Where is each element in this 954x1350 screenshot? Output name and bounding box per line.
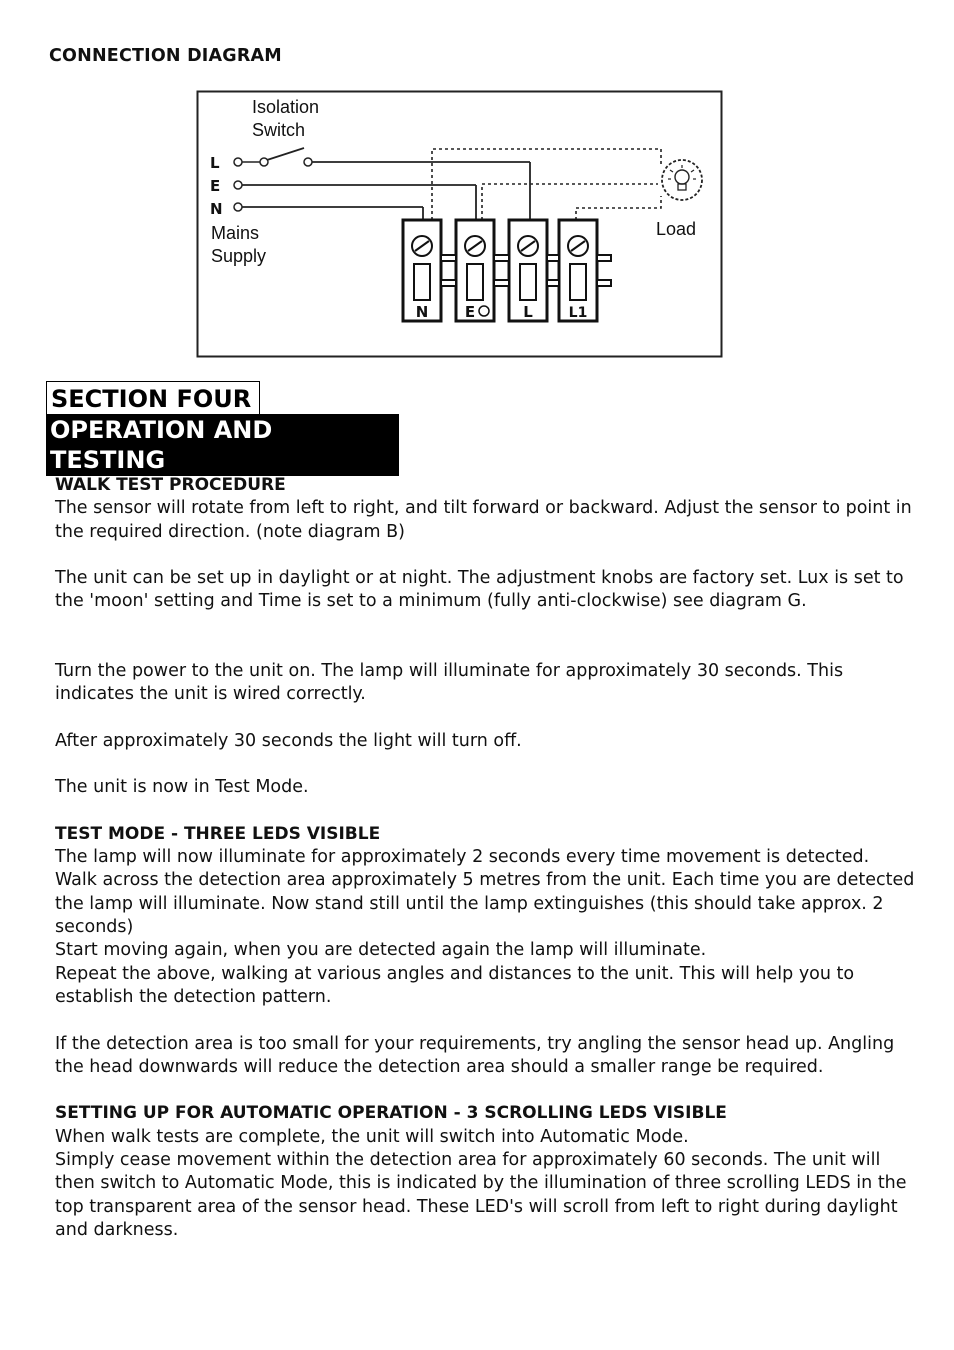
automatic-operation-heading: SETTING UP FOR AUTOMATIC OPERATION - 3 SCROLLING LEDS VISIBLE xyxy=(55,1103,727,1124)
automatic-paragraph-1: When walk tests are complete, the unit will switch into Automatic Mode. xyxy=(55,1126,689,1147)
test-mode-paragraph-2: Start moving again, when you are detected again the lamp will illuminate. xyxy=(55,940,707,961)
terminal-label-l1: L1 xyxy=(568,305,588,321)
mains-supply-label-1: Mains xyxy=(211,223,260,243)
terminal-label-e: E xyxy=(464,303,476,321)
walk-test-heading: WALK TEST PROCEDURE xyxy=(55,475,286,495)
test-mode-heading: TEST MODE - THREE LEDS VISIBLE xyxy=(55,823,381,844)
walk-test-paragraph-5: The unit is now in Test Mode. xyxy=(55,777,309,798)
terminal-label-n: N xyxy=(415,303,429,321)
section-title xyxy=(46,381,399,476)
line-letter-l: L xyxy=(210,154,220,172)
connection-diagram xyxy=(196,90,723,358)
walk-test-paragraph-3: Turn the power to the unit on. The lamp will illuminate for approximately 30 seconds. This indicates the unit is wired correctly. xyxy=(55,660,844,705)
instructions-body xyxy=(55,474,915,1242)
automatic-paragraph-2: Simply cease movement within the detection area for approximately 60 seconds. The unit will then switch to Automatic Mode, this is indicated by the illumination of three scrolling LEDS in the top transparent area of the sensor head. These LED's will scroll from left to right during daylight and darkness. xyxy=(55,1150,907,1240)
terminal-label-l: L xyxy=(523,303,533,321)
isolation-switch-label-2: Switch xyxy=(252,120,306,140)
line-letter-e: E xyxy=(210,177,221,195)
connection-diagram-heading: CONNECTION DIAGRAM xyxy=(49,46,282,66)
mains-supply-label-2: Supply xyxy=(211,246,267,266)
walk-test-paragraph-4: After approximately 30 seconds the light will turn off. xyxy=(55,730,522,751)
load-label: Load xyxy=(656,219,697,239)
test-mode-paragraph-3: Repeat the above, walking at various angles and distances to the unit. This will help you to establish the detection pattern. xyxy=(55,963,855,1007)
line-letter-n: N xyxy=(210,200,223,218)
isolation-switch-label-1: Isolation xyxy=(252,97,320,117)
section-heading: OPERATION AND TESTING xyxy=(46,414,399,476)
test-mode-paragraph-4: If the detection area is too small for your requirements, try angling the sensor head up. Angling the head downwards will reduce the detection area should a smaller range be required. xyxy=(55,1033,895,1077)
walk-test-paragraph-1: The sensor will rotate from left to right, and tilt forward or backward. Adjust the sensor to point in the required direction. (note diagram B) xyxy=(55,498,912,542)
section-number: SECTION FOUR xyxy=(46,381,260,414)
test-mode-paragraph-1: The lamp will now illuminate for approximately 2 seconds every time movement is detected. Walk across the detection area approximately 5 metres from the unit. Each time you are detected the lamp will illuminate. Now stand still until the lamp extinguishes (this should take approx. 2 seconds) xyxy=(55,847,915,938)
walk-test-paragraph-2: The unit can be set up in daylight or at night. The adjustment knobs are factory set. Lux is set to the 'moon' setting and Time is set to a minimum (fully anti-clockwise) see diagram G. xyxy=(55,568,904,612)
